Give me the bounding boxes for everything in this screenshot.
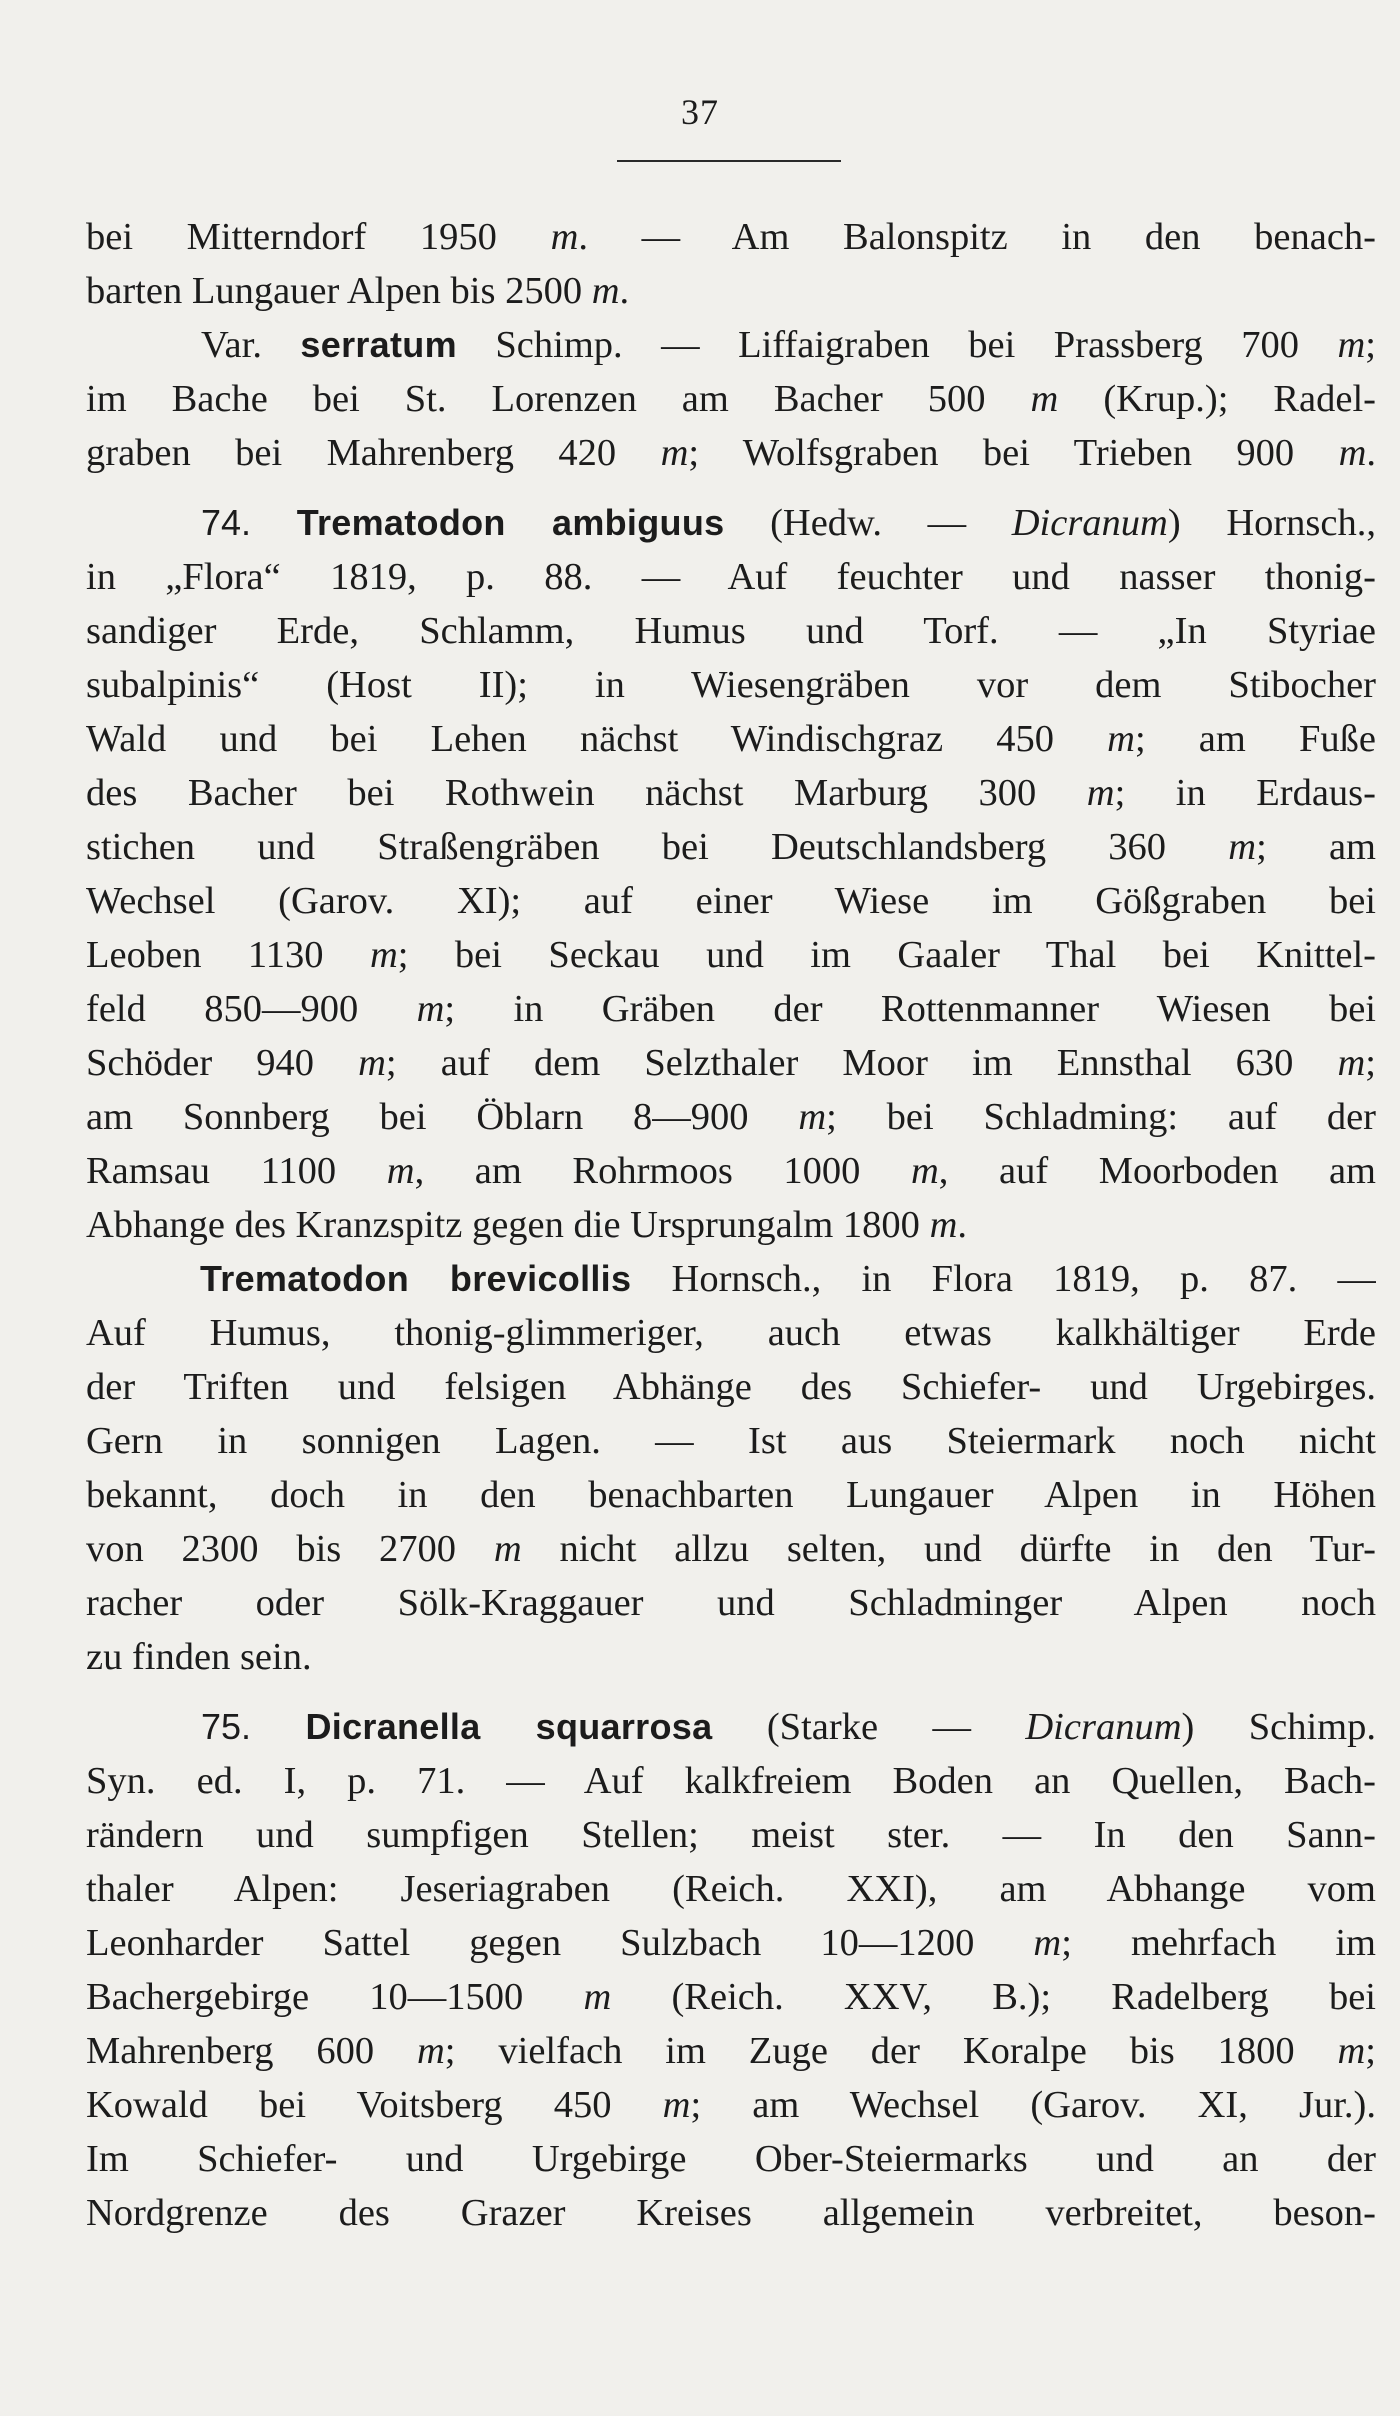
text-line: feld 850—900 m; in Gräben der Rottenmanner Wiesen bei (86, 988, 1376, 1030)
text-line: thaler Alpen: Jeseriagraben (Reich. XXI), am Abhange vom (86, 1868, 1376, 1910)
text-line: subalpinis“ (Host II); in Wiesengräben vor dem Stibocher (86, 664, 1376, 706)
text-line: Abhange des Kranzspitz gegen die Ursprungalm 1800 m. (86, 1204, 967, 1246)
text-line: Bachergebirge 10—1500 m (Reich. XXV, B.); Radelberg bei (86, 1976, 1376, 2018)
text-line-species-75: 75. Dicranella squarrosa (Starke — Dicranum) Schimp. (201, 1706, 1376, 1748)
text-line: racher oder Sölk-Kraggauer und Schladminger Alpen noch (86, 1582, 1376, 1624)
text-line: barten Lungauer Alpen bis 2500 m. (86, 270, 630, 312)
paragraph-gap (86, 1684, 1376, 1700)
text-line: bekannt, doch in den benachbarten Lungauer Alpen in Höhen (86, 1474, 1376, 1516)
text-line: Gern in sonnigen Lagen. — Ist aus Steiermark noch nicht (86, 1420, 1376, 1462)
text-line: Im Schiefer- und Urgebirge Ober-Steiermarks und an der (86, 2138, 1376, 2180)
text-line: im Bache bei St. Lorenzen am Bacher 500 m (Krup.); Radel- (86, 378, 1376, 420)
text-line: Wald und bei Lehen nächst Windischgraz 450 m; am Fuße (86, 718, 1376, 760)
text-line: sandiger Erde, Schlamm, Humus und Torf. — „In Styriae (86, 610, 1376, 652)
page-number: 37 (681, 92, 719, 132)
text-line: Auf Humus, thonig-glimmeriger, auch etwas kalkhältiger Erde (86, 1312, 1376, 1354)
text-line: am Sonnberg bei Öblarn 8—900 m; bei Schladming: auf der (86, 1096, 1376, 1138)
text-line-species-brevicollis: Trematodon brevicollis Hornsch., in Flora 1819, p. 87. — (200, 1258, 1376, 1300)
paragraph-gap (86, 480, 1376, 496)
text-line: bei Mitterndorf 1950 m. — Am Balonspitz in den benach- (86, 216, 1376, 258)
header-rule (617, 160, 841, 162)
text-line: Syn. ed. I, p. 71. — Auf kalkfreiem Boden an Quellen, Bach- (86, 1760, 1376, 1802)
text-line: Wechsel (Garov. XI); auf einer Wiese im Gößgraben bei (86, 880, 1376, 922)
text-line: in „Flora“ 1819, p. 88. — Auf feuchter und nasser thonig- (86, 556, 1376, 598)
text-line: Leonharder Sattel gegen Sulzbach 10—1200 m; mehrfach im (86, 1922, 1376, 1964)
text-line-species-74: 74. Trematodon ambiguus (Hedw. — Dicranum) Hornsch., (201, 502, 1376, 544)
text-line: zu finden sein. (86, 1636, 312, 1678)
text-line-variety-serratum: Var. serratum Schimp. — Liffaigraben bei Prassberg 700 m; (201, 324, 1376, 366)
text-line: Leoben 1130 m; bei Seckau und im Gaaler Thal bei Knittel- (86, 934, 1376, 976)
text-line: stichen und Straßengräben bei Deutschlandsberg 360 m; am (86, 826, 1376, 868)
page-text (86, 210, 1376, 2240)
text-line: Schöder 940 m; auf dem Selzthaler Moor im Ennsthal 630 m; (86, 1042, 1376, 1084)
text-line: des Bacher bei Rothwein nächst Marburg 300 m; in Erdaus- (86, 772, 1376, 814)
text-line: Kowald bei Voitsberg 450 m; am Wechsel (Garov. XI, Jur.). (86, 2084, 1376, 2126)
text-line: graben bei Mahrenberg 420 m; Wolfsgraben bei Trieben 900 m. (86, 432, 1376, 474)
text-line: der Triften und felsigen Abhänge des Schiefer- und Urgebirges. (86, 1366, 1376, 1408)
text-line: von 2300 bis 2700 m nicht allzu selten, und dürfte in den Tur- (86, 1528, 1376, 1570)
text-line: Nordgrenze des Grazer Kreises allgemein verbreitet, beson- (86, 2192, 1376, 2234)
text-line: rändern und sumpfigen Stellen; meist ster. — In den Sann- (86, 1814, 1376, 1856)
text-line: Ramsau 1100 m, am Rohrmoos 1000 m, auf Moorboden am (86, 1150, 1376, 1192)
text-line: Mahrenberg 600 m; vielfach im Zuge der Koralpe bis 1800 m; (86, 2030, 1376, 2072)
